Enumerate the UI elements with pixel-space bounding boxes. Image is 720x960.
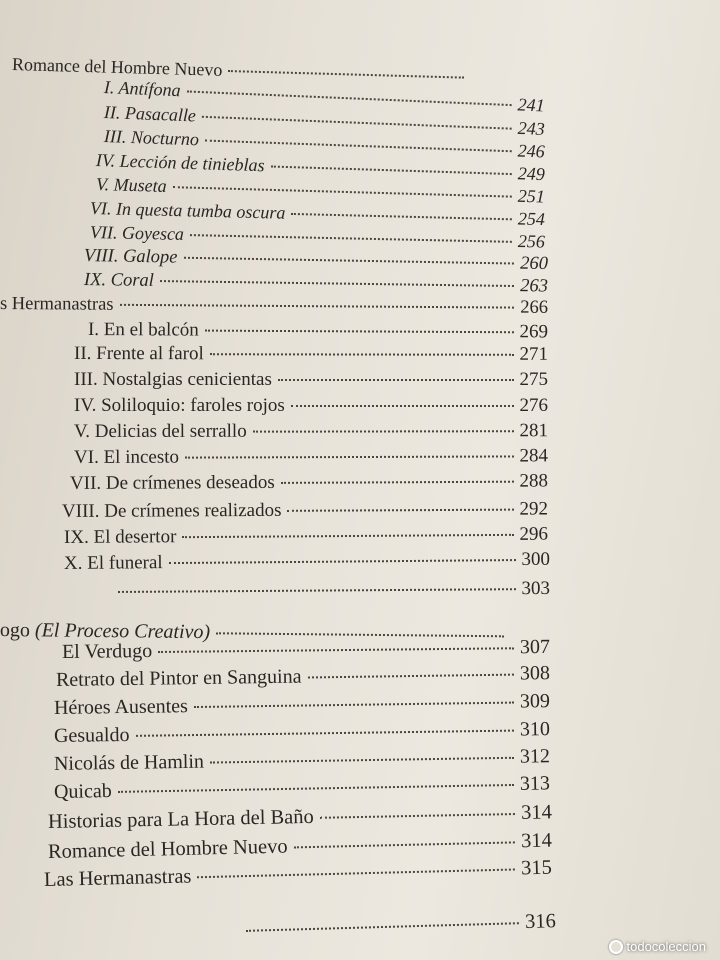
toc-entry bbox=[0, 292, 548, 320]
toc-entry bbox=[62, 635, 550, 664]
toc-entry-title: VIII. De crímenes realizados bbox=[61, 499, 282, 522]
toc-entry bbox=[62, 497, 548, 524]
toc-entry-title: IV. Soliloquio: faroles rojos bbox=[74, 395, 285, 416]
dot-leader bbox=[202, 116, 512, 130]
toc-entry-page-number: 275 bbox=[519, 369, 548, 390]
toc-entry bbox=[88, 318, 548, 344]
toc-entry bbox=[54, 717, 550, 748]
dot-leader bbox=[169, 559, 516, 564]
toc-entry-page-number: 288 bbox=[519, 470, 549, 492]
toc-entry-page-number: 256 bbox=[517, 230, 546, 252]
toc-entry-page-number: 266 bbox=[520, 297, 549, 318]
toc-entry-page-number: 281 bbox=[519, 420, 549, 442]
dot-leader bbox=[210, 757, 514, 764]
toc-entry bbox=[74, 342, 548, 367]
toc-entry-page-number: 269 bbox=[519, 321, 549, 343]
toc-entry-page-number: 249 bbox=[517, 163, 546, 185]
toc-entry-title: V. Delicias del serrallo bbox=[73, 420, 247, 442]
toc-entry-page-number: 313 bbox=[519, 772, 551, 795]
toc-entry-page-number: 263 bbox=[520, 276, 549, 297]
toc-entry bbox=[74, 419, 548, 444]
toc-entry-title: Héroes Ausentes bbox=[53, 695, 188, 719]
toc-entry-page-number: 312 bbox=[519, 745, 551, 768]
dot-leader bbox=[253, 430, 514, 432]
dot-leader bbox=[287, 509, 513, 512]
toc-entry-title: VI. El incesto bbox=[73, 446, 180, 468]
toc-entry-title-plain: ogo bbox=[0, 619, 36, 642]
dot-leader bbox=[183, 257, 514, 265]
toc-entry-title: X. El funeral bbox=[63, 552, 163, 574]
toc-entry-page-number: 309 bbox=[519, 690, 551, 713]
toc-entry-title: IV. Lección de tinieblas bbox=[95, 150, 265, 176]
dot-leader bbox=[120, 304, 515, 309]
toc-entry-title: VI. In questa tumba oscura bbox=[89, 198, 286, 223]
toc-entry-title: Retrato del Pintor en Sanguina bbox=[55, 665, 302, 691]
dot-leader bbox=[158, 647, 514, 653]
toc-entry bbox=[74, 368, 548, 392]
dot-leader bbox=[278, 379, 514, 381]
toc-entry-page-number: 284 bbox=[519, 445, 549, 467]
dot-leader bbox=[294, 841, 516, 848]
toc-entry bbox=[56, 661, 550, 692]
toc-entry-title: Historias para La Hora del Baño bbox=[47, 805, 315, 833]
toc-entry-title: Gesualdo bbox=[53, 723, 130, 747]
toc-entry-page-number: 292 bbox=[519, 498, 549, 520]
dot-leader bbox=[194, 702, 514, 708]
toc-entry-title: Romance del Hombre Nuevo bbox=[47, 835, 288, 863]
toc-entry-title: Nicolás de Hamlin bbox=[53, 750, 205, 775]
toc-entry-page-number: 296 bbox=[519, 523, 549, 545]
toc-entry-title: IX. Coral bbox=[83, 270, 155, 291]
toc-entry-title: I. En el balcón bbox=[87, 319, 199, 341]
dot-leader bbox=[205, 140, 512, 153]
toc-entry-page-number: 276 bbox=[519, 395, 548, 416]
toc-entry-title: Romance del Hombre Nuevo bbox=[11, 54, 223, 80]
toc-entry-page-number: 308 bbox=[519, 662, 551, 685]
dot-leader bbox=[136, 730, 514, 737]
dot-leader bbox=[291, 213, 511, 220]
toc-entry-page-number: 300 bbox=[521, 548, 551, 571]
dot-leader bbox=[291, 405, 514, 407]
dot-leader bbox=[190, 234, 512, 243]
toc-entry-title: Quicab bbox=[53, 779, 112, 803]
toc-entry-page-number: 310 bbox=[519, 718, 551, 741]
toc-entry-page-number: 316 bbox=[524, 910, 557, 934]
dot-leader bbox=[118, 588, 516, 593]
toc-entry bbox=[112, 577, 550, 604]
dot-leader bbox=[281, 481, 514, 484]
toc-entry-title: Las Hermanastras bbox=[43, 865, 192, 891]
toc-entry bbox=[240, 909, 557, 942]
dot-leader bbox=[185, 455, 513, 458]
toc-entry bbox=[48, 800, 552, 834]
toc-entry-title: El Verdugo bbox=[61, 640, 153, 663]
toc-entry-title: V. Museta bbox=[95, 174, 167, 196]
toc-entry-page-number: 271 bbox=[519, 343, 549, 365]
toc-entry-page-number: 314 bbox=[520, 829, 553, 853]
dot-leader bbox=[307, 674, 513, 679]
toc-entry bbox=[64, 523, 548, 550]
toc-entry-page-number: 241 bbox=[517, 94, 546, 116]
toc-entry-title: I. Antífona bbox=[103, 77, 182, 101]
watermark-logo-icon bbox=[609, 940, 623, 954]
toc-entry-page-number: 307 bbox=[519, 635, 551, 659]
dot-leader bbox=[118, 784, 514, 793]
toc-entry-page-number: 303 bbox=[521, 577, 551, 600]
toc-entry-title: VII. Goyesca bbox=[89, 222, 185, 244]
dot-leader bbox=[320, 813, 515, 819]
toc-entry bbox=[74, 394, 548, 418]
toc-entry-page-number: 315 bbox=[520, 856, 553, 880]
toc-entry-title: s Hermanastras bbox=[0, 294, 114, 315]
dot-leader bbox=[270, 165, 511, 175]
dot-leader bbox=[246, 922, 519, 932]
toc-entry-page-number: 246 bbox=[517, 140, 546, 162]
toc-entry bbox=[74, 444, 548, 470]
toc-entry-page-number: 254 bbox=[517, 208, 546, 230]
toc-entry bbox=[70, 469, 548, 496]
toc-entry bbox=[64, 548, 550, 576]
watermark-text: todocoleccion bbox=[626, 939, 706, 954]
toc-entry bbox=[54, 689, 550, 720]
toc-entry-title: VIII. Galope bbox=[83, 246, 178, 268]
toc-entry-page-number: 314 bbox=[520, 801, 553, 824]
dot-leader bbox=[228, 70, 464, 79]
toc-entry-page-number: 260 bbox=[520, 253, 549, 275]
toc-entry-title: IX. El desertor bbox=[63, 526, 177, 548]
toc-entry bbox=[54, 771, 550, 804]
dot-leader bbox=[182, 534, 513, 538]
toc-entry-title-italic: (El Proceso Creativo) bbox=[34, 619, 211, 644]
toc-entry-title: VII. De crímenes deseados bbox=[69, 471, 275, 494]
toc-entry-title: II. Pasacalle bbox=[103, 102, 197, 126]
dot-leader bbox=[210, 353, 514, 356]
toc-entry-title: III. Nostalgias cenicientas bbox=[74, 369, 272, 390]
dot-leader bbox=[173, 186, 512, 197]
dot-leader bbox=[187, 90, 512, 106]
dot-leader bbox=[205, 330, 514, 334]
toc-entry-title: II. Frente al farol bbox=[73, 343, 204, 365]
toc-entry-page-number: 251 bbox=[517, 185, 546, 207]
watermark bbox=[609, 939, 707, 954]
dot-leader bbox=[160, 280, 514, 287]
toc-entry-title: III. Nocturno bbox=[103, 126, 200, 150]
toc-entry-page-number: 243 bbox=[517, 117, 546, 139]
dot-leader bbox=[197, 868, 515, 878]
toc-entry bbox=[54, 744, 550, 776]
